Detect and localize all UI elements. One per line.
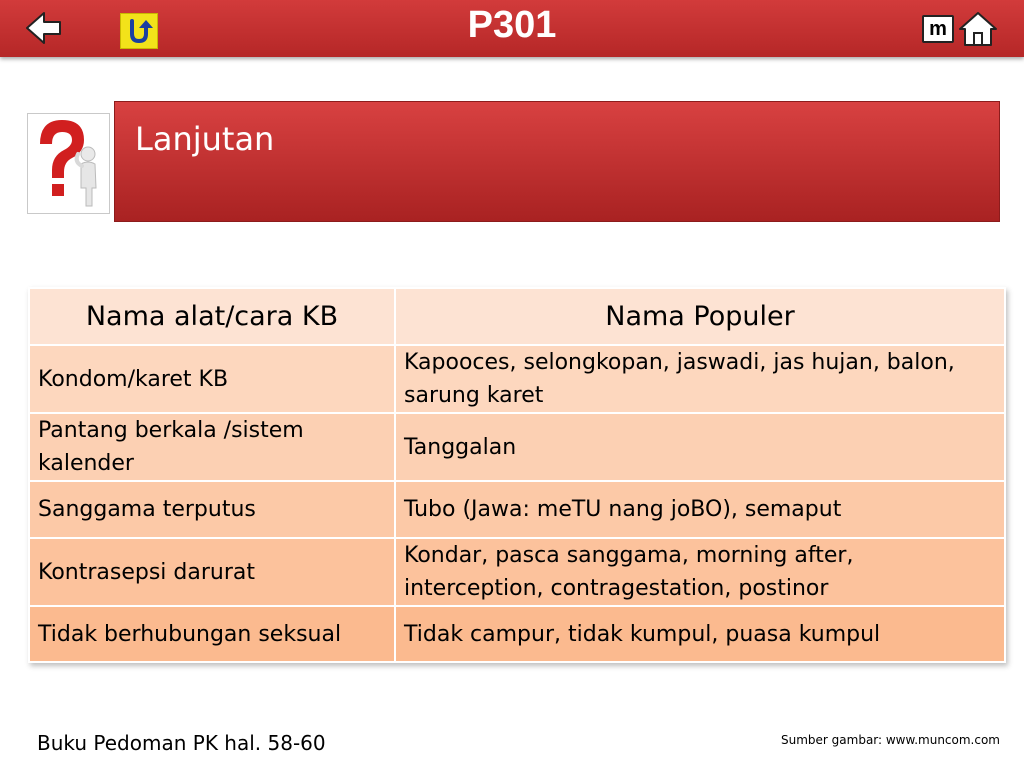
question-figure-image	[27, 113, 110, 214]
return-up-button[interactable]	[120, 13, 158, 49]
table-row	[29, 606, 1005, 662]
kb-table	[28, 287, 1006, 663]
column-header-method: Nama alat/cara KB	[29, 288, 395, 345]
banner-title: Lanjutan	[135, 120, 275, 158]
home-icon	[958, 11, 998, 47]
arrow-left-icon	[25, 9, 63, 47]
column-header-popular-name: Nama Populer	[395, 288, 1005, 345]
table-row	[29, 413, 1005, 481]
question-mark-icon	[28, 114, 109, 213]
method-cell: Sanggama terputus	[29, 481, 395, 538]
popular-name-cell: Tidak campur, tidak kumpul, puasa kumpul	[395, 606, 1005, 662]
image-source-text: Sumber gambar: www.muncom.com	[781, 733, 1000, 747]
popular-name-cell: Kapooces, selongkopan, jaswadi, jas hujan, balon, sarung karet	[395, 345, 1005, 413]
menu-m-button[interactable]: m	[922, 15, 954, 43]
home-button[interactable]	[958, 11, 998, 47]
back-button[interactable]	[24, 8, 64, 48]
popular-name-cell: Kondar, pasca sanggama, morning after, interception, contragestation, postinor	[395, 538, 1005, 606]
table-header-row	[29, 288, 1005, 345]
method-cell: Tidak berhubungan seksual	[29, 606, 395, 662]
reference-text: Buku Pedoman PK hal. 58-60	[37, 731, 326, 755]
method-cell: Kondom/karet KB	[29, 345, 395, 413]
table-row	[29, 345, 1005, 413]
method-cell: Kontrasepsi darurat	[29, 538, 395, 606]
return-up-icon	[125, 17, 153, 45]
page-code: P301	[467, 4, 557, 46]
top-bar	[0, 0, 1024, 57]
title-banner	[114, 101, 1000, 222]
popular-name-cell: Tubo (Jawa: meTU nang joBO), semaput	[395, 481, 1005, 538]
popular-name-cell: Tanggalan	[395, 413, 1005, 481]
table-row	[29, 481, 1005, 538]
method-cell: Pantang berkala /sistem kalender	[29, 413, 395, 481]
table-row	[29, 538, 1005, 606]
